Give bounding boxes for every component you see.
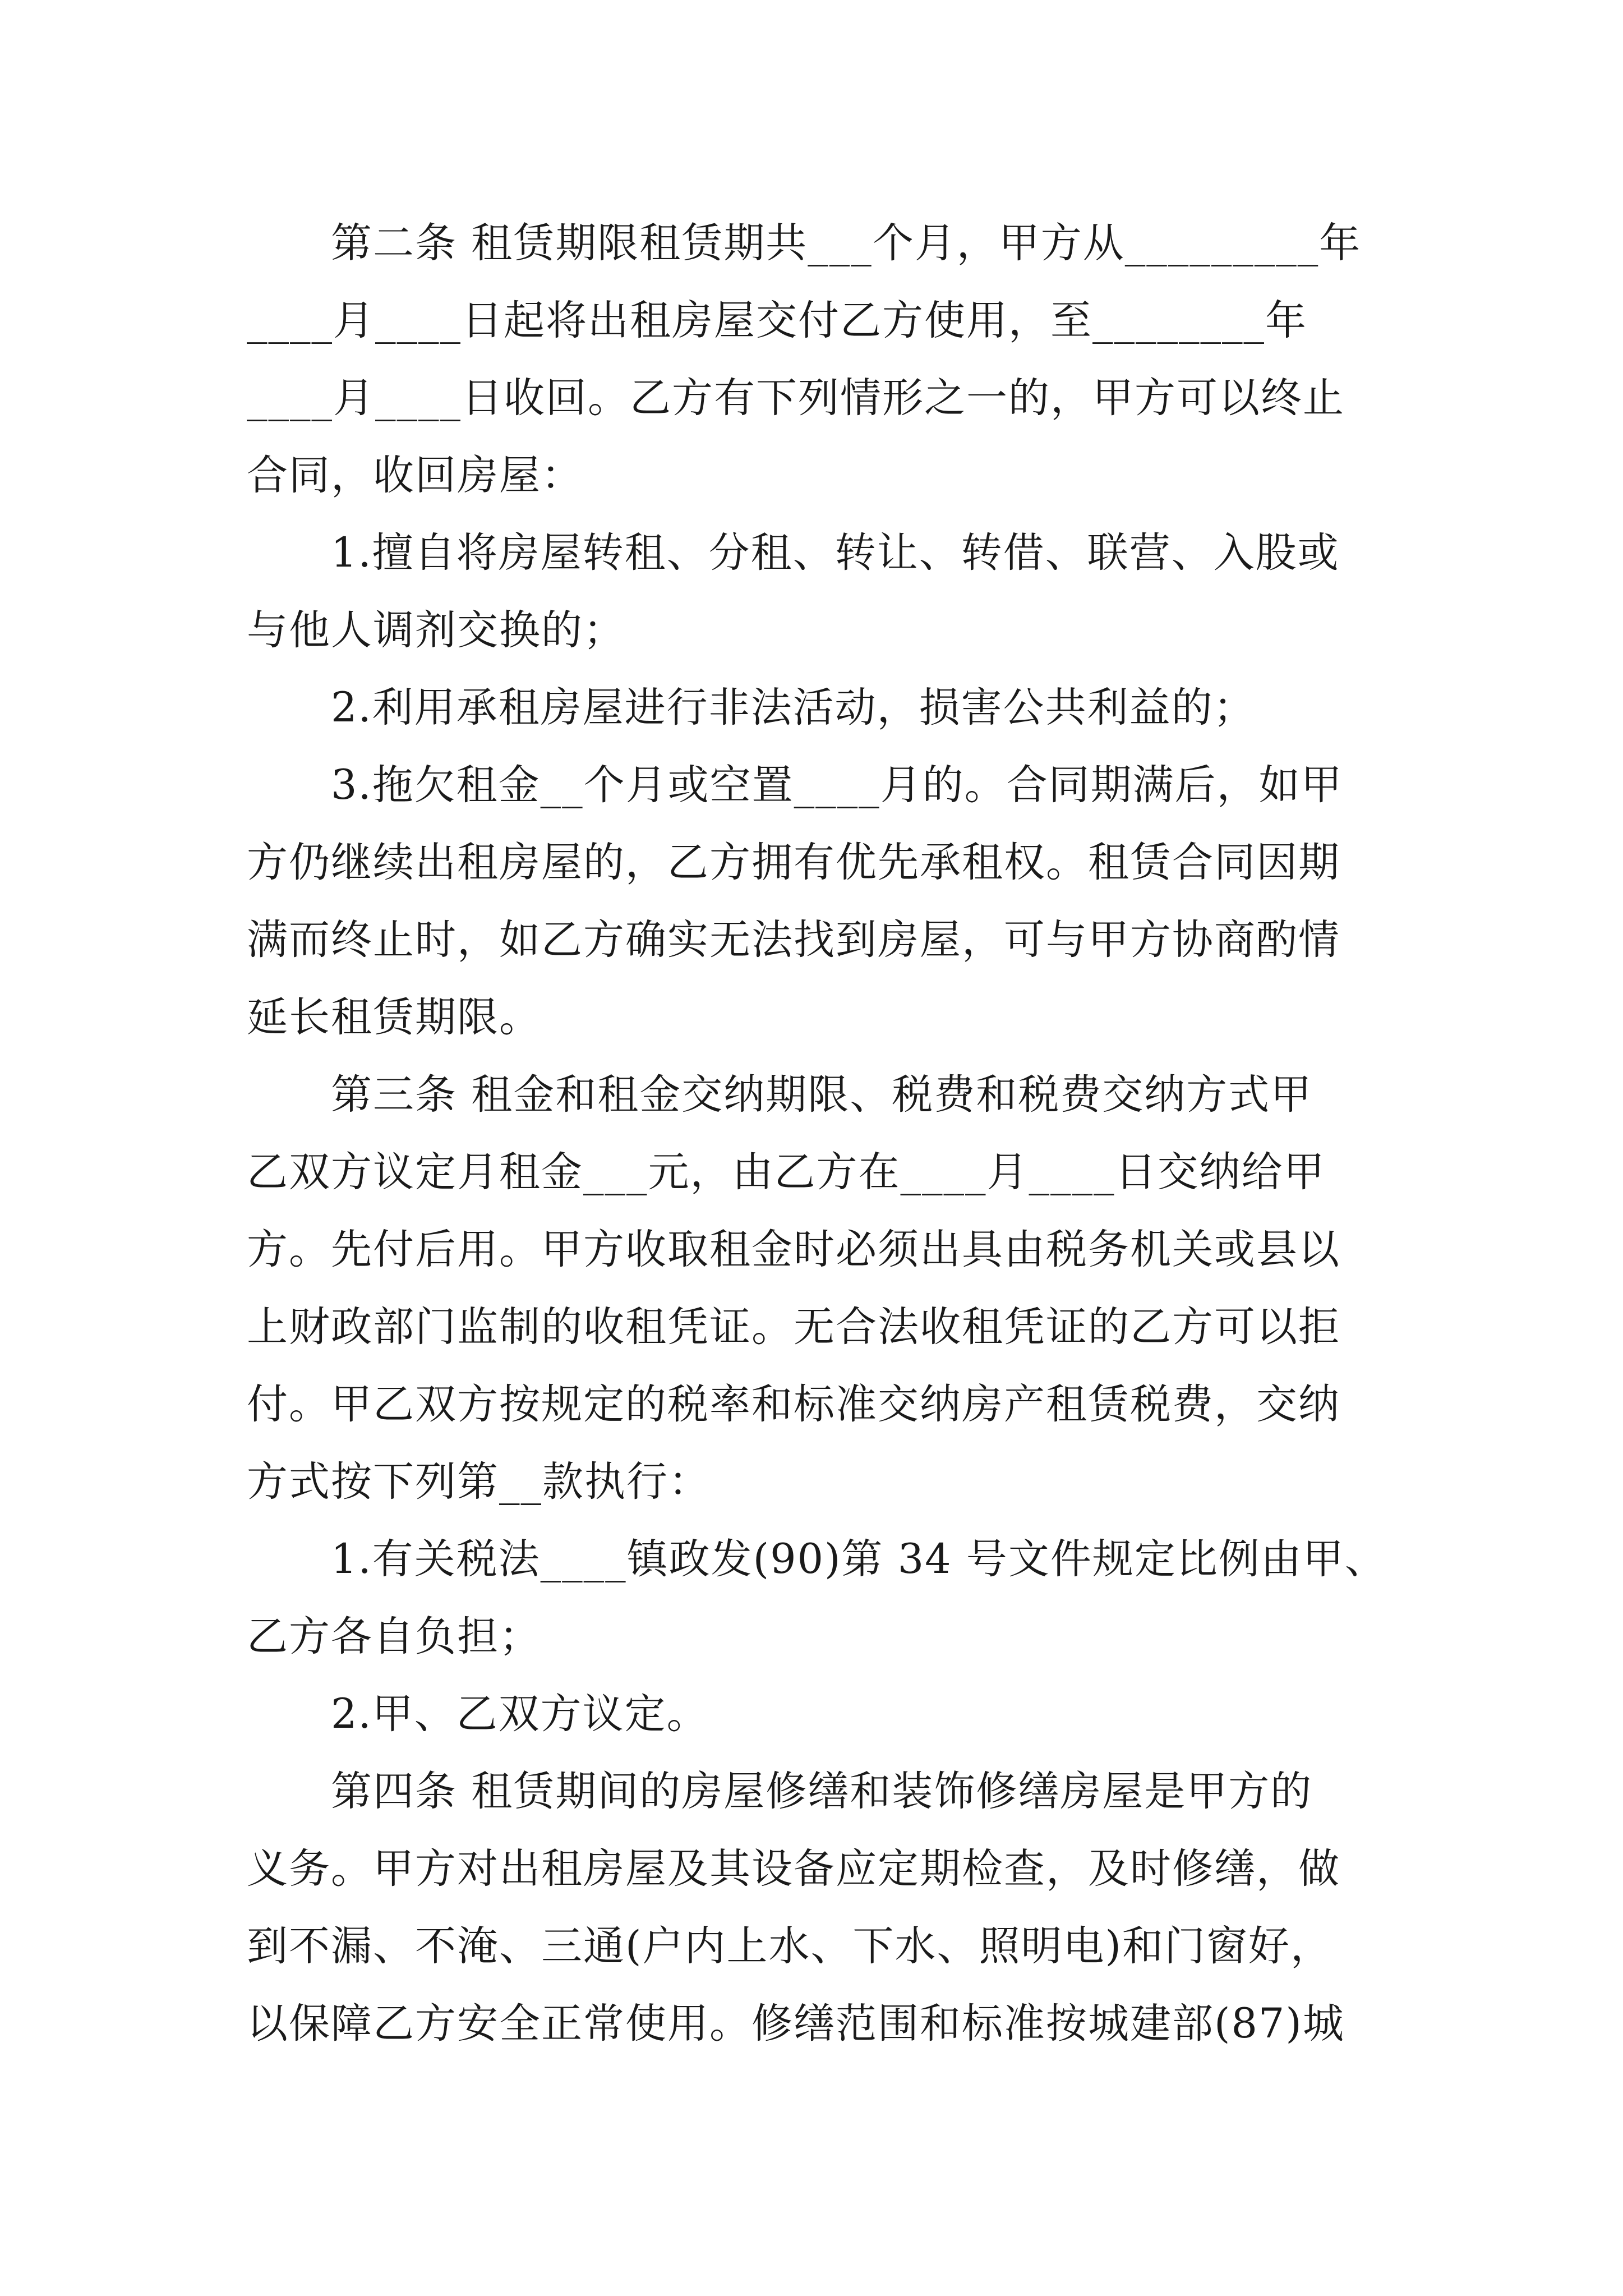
text-line: 方仍继续出租房屋的，乙方拥有优先承租权。租赁合同因期	[247, 839, 1340, 886]
text-line: 乙方各自负担；	[247, 1613, 541, 1660]
text-line: 第三条 租金和租金交纳期限、税费和税费交纳方式甲	[331, 1071, 1313, 1119]
text-line: 方。先付后用。甲方收取租金时必须出具由税务机关或县以	[247, 1226, 1340, 1273]
text-line: 乙双方议定月租金___元，由乙方在____月____日交纳给甲	[247, 1148, 1326, 1196]
text-line: 1.擅自将房屋转租、分租、转让、转借、联营、入股或	[331, 529, 1340, 577]
text-line: 第四条 租赁期间的房屋修缮和装饰修缮房屋是甲方的	[331, 1768, 1313, 1815]
document-body	[247, 205, 1387, 2063]
text-line: 合同，收回房屋：	[247, 452, 583, 499]
text-line: 3.拖欠租金__个月或空置____月的。合同期满后，如甲	[331, 761, 1343, 809]
text-line: 1.有关税法____镇政发(90)第 34 号文件规定比例由甲、	[331, 1535, 1387, 1583]
text-line: 与他人调剂交换的；	[247, 606, 625, 654]
text-line: ____月____日起将出租房屋交付乙方使用，至________年	[247, 297, 1307, 344]
text-line: 付。甲乙双方按规定的税率和标准交纳房产租赁税费，交纳	[247, 1381, 1340, 1428]
text-line: 以保障乙方安全正常使用。修缮范围和标准按城建部(87)城	[247, 2000, 1345, 2047]
text-line: 延长租赁期限。	[247, 993, 541, 1041]
text-line: 第二条 租赁期限租赁期共___个月，甲方从_________年	[331, 219, 1362, 267]
text-line: 2.利用承租房屋进行非法活动，损害公共利益的；	[331, 684, 1256, 731]
text-line: 到不漏、不淹、三通(户内上水、下水、照明电)和门窗好，	[247, 1922, 1332, 1970]
text-line: 满而终止时，如乙方确实无法找到房屋，可与甲方协商酌情	[247, 916, 1340, 964]
text-line: 2.甲、乙双方议定。	[331, 1690, 709, 1738]
text-line: 方式按下列第__款执行：	[247, 1458, 711, 1506]
text-line: 义务。甲方对出租房屋及其设备应定期检查，及时修缮，做	[247, 1845, 1340, 1893]
text-line: 上财政部门监制的收租凭证。无合法收租凭证的乙方可以拒	[247, 1303, 1340, 1351]
text-line: ____月____日收回。乙方有下列情形之一的，甲方可以终止	[247, 374, 1345, 422]
